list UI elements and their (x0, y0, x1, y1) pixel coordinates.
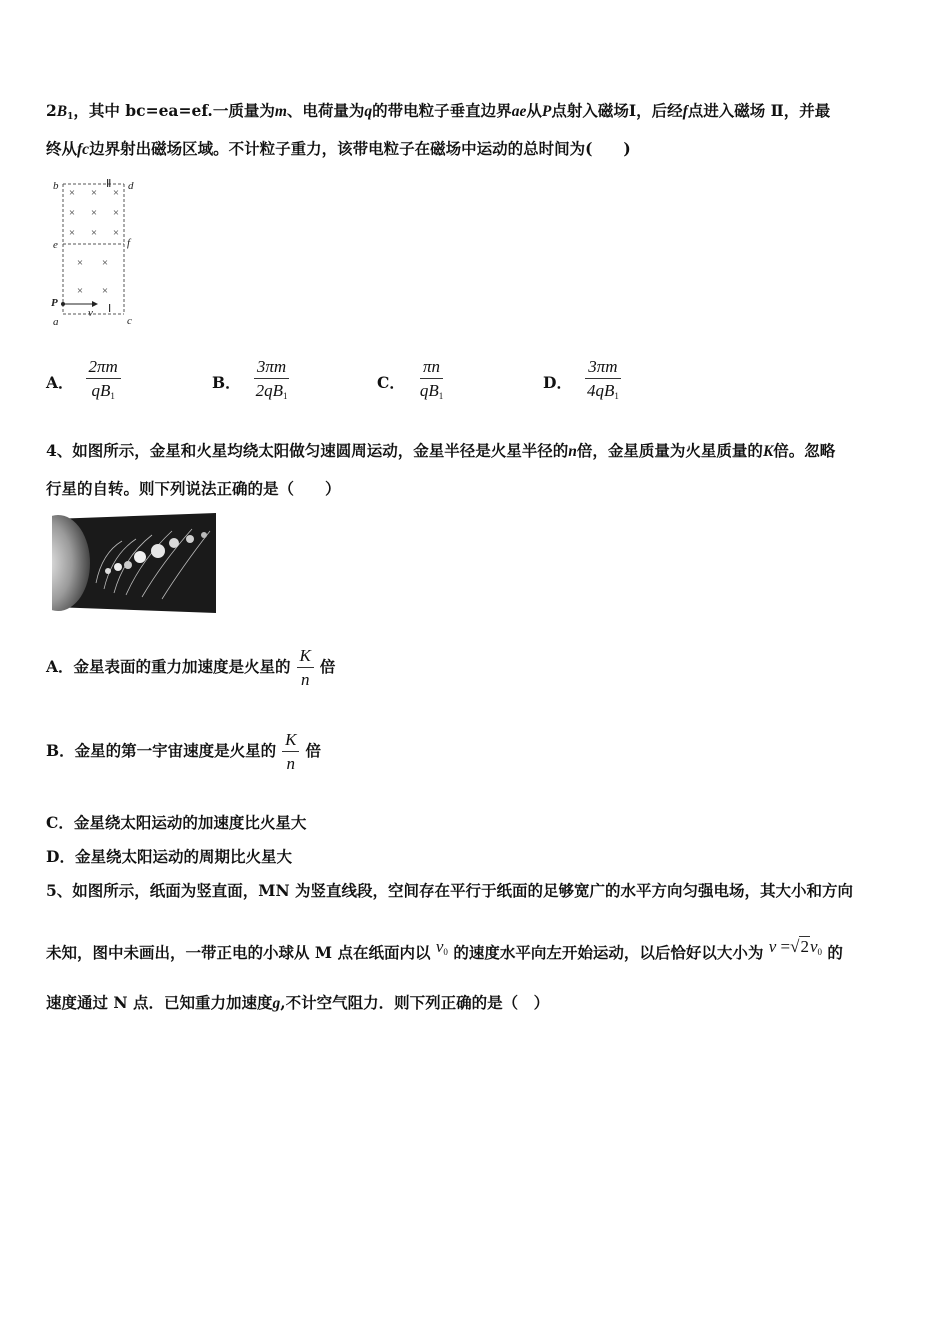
q3-option-a[interactable]: A． $\frac{2\pi m}{qB_1}$ (46, 357, 121, 406)
fraction: $\frac{3\pi m}{4qB_1}$ (586, 357, 619, 401)
fraction: $\frac{K}{n}$ (297, 646, 314, 690)
magnetic-field-figure (48, 174, 143, 334)
cross-mark: × (76, 285, 84, 297)
fraction: $\frac{2\pi m}{qB_1}$ (86, 357, 121, 406)
label-v: v (88, 307, 93, 319)
speed-equation: $v =√2v_0$ (768, 937, 823, 957)
q5-line-3: 速度通过 N 点．已知重力加速度g,不计空气阻力．则下列正确的是（ ） (46, 993, 550, 1012)
planet-shape (124, 561, 132, 569)
planet-shape (134, 551, 146, 563)
planet-shape (186, 535, 194, 543)
fraction: $\frac{\pi n}{qB_1}$ (419, 357, 444, 401)
label-b: b (53, 180, 59, 192)
cross-mark: × (101, 285, 109, 297)
q3-option-d[interactable]: D． $\frac{3\pi m}{4qB_1}$ (543, 357, 622, 406)
q4-option-b[interactable]: B．金星的第一宇宙速度是火星的 $\frac{K}{n}$ 倍 (46, 730, 321, 773)
cross-mark: × (68, 207, 76, 219)
fraction: $\frac{3\pi m}{2qB_1}$ (255, 357, 288, 401)
planet-shape (201, 532, 207, 538)
label-a: a (53, 316, 59, 328)
cross-mark: × (68, 187, 76, 199)
cross-mark: × (112, 207, 120, 219)
v0-symbol: $v_0$ (435, 937, 448, 957)
cross-mark: × (101, 257, 109, 269)
q4-option-c[interactable]: C．金星绕太阳运动的加速度比火星大 (46, 813, 307, 832)
cross-mark: × (76, 257, 84, 269)
planet-shape (151, 544, 165, 558)
q3-line-2: 终从fc边界射出磁场区域。不计粒子重力，该带电粒子在磁场中运动的总时间为( ) (46, 139, 631, 158)
q3-line-1: $2B_1$，其中 bc=ea=ef.一质量为m、电荷量为q的带电粒子垂直边界ae从P点射入磁场Ⅰ，后经f点进入磁场 Ⅱ，并最 (46, 101, 831, 122)
q4-option-d[interactable]: D．金星绕太阳运动的周期比火星大 (46, 847, 292, 866)
cross-mark: × (90, 227, 98, 239)
label-P: P (51, 297, 58, 309)
cross-mark: × (112, 227, 120, 239)
solar-system-image (52, 513, 216, 613)
region-I-label: Ⅰ (108, 303, 112, 315)
q4-option-a[interactable]: A．金星表面的重力加速度是火星的 $\frac{K}{n}$ 倍 (46, 646, 336, 689)
q4-line-1: 4、如图所示，金星和火星均绕太阳做匀速圆周运动，金星半径是火星半径的n倍，金星质量为火星质量的K倍。忽略 (46, 441, 836, 460)
q5-line-1: 5、如图所示，纸面为竖直面，MN 为竖直线段，空间存在平行于纸面的足够宽广的水平方向匀强电场，其大小和方向 (46, 881, 854, 900)
label-c: c (127, 315, 132, 327)
q3-option-b[interactable]: B． $\frac{3\pi m}{2qB_1}$ (212, 357, 291, 406)
planet-shape (169, 538, 179, 548)
cross-mark: × (90, 207, 98, 219)
arrow-head-icon (92, 301, 98, 307)
region-II-label: Ⅱ (106, 178, 112, 190)
cross-mark: × (68, 227, 76, 239)
cross-mark: × (112, 187, 120, 199)
label-f: f (127, 237, 131, 249)
planet-shape (105, 568, 111, 574)
q3-option-c[interactable]: C． $\frac{\pi n}{qB_1}$ (377, 357, 446, 406)
label-e: e (53, 239, 58, 251)
q4-line-2: 行星的自转。则下列说法正确的是（ ） (46, 479, 341, 498)
q5-line-2: 未知，图中未画出，一带正电的小球从 M 点在纸面内以 $v_0$ 的速度水平向左开始运动，以后恰好以大小为 $v =√2v_0$ 的 (46, 937, 843, 962)
fraction: $\frac{K}{n}$ (282, 730, 299, 774)
label-d: d (128, 180, 134, 192)
cross-mark: × (90, 187, 98, 199)
planet-shape (114, 563, 122, 571)
